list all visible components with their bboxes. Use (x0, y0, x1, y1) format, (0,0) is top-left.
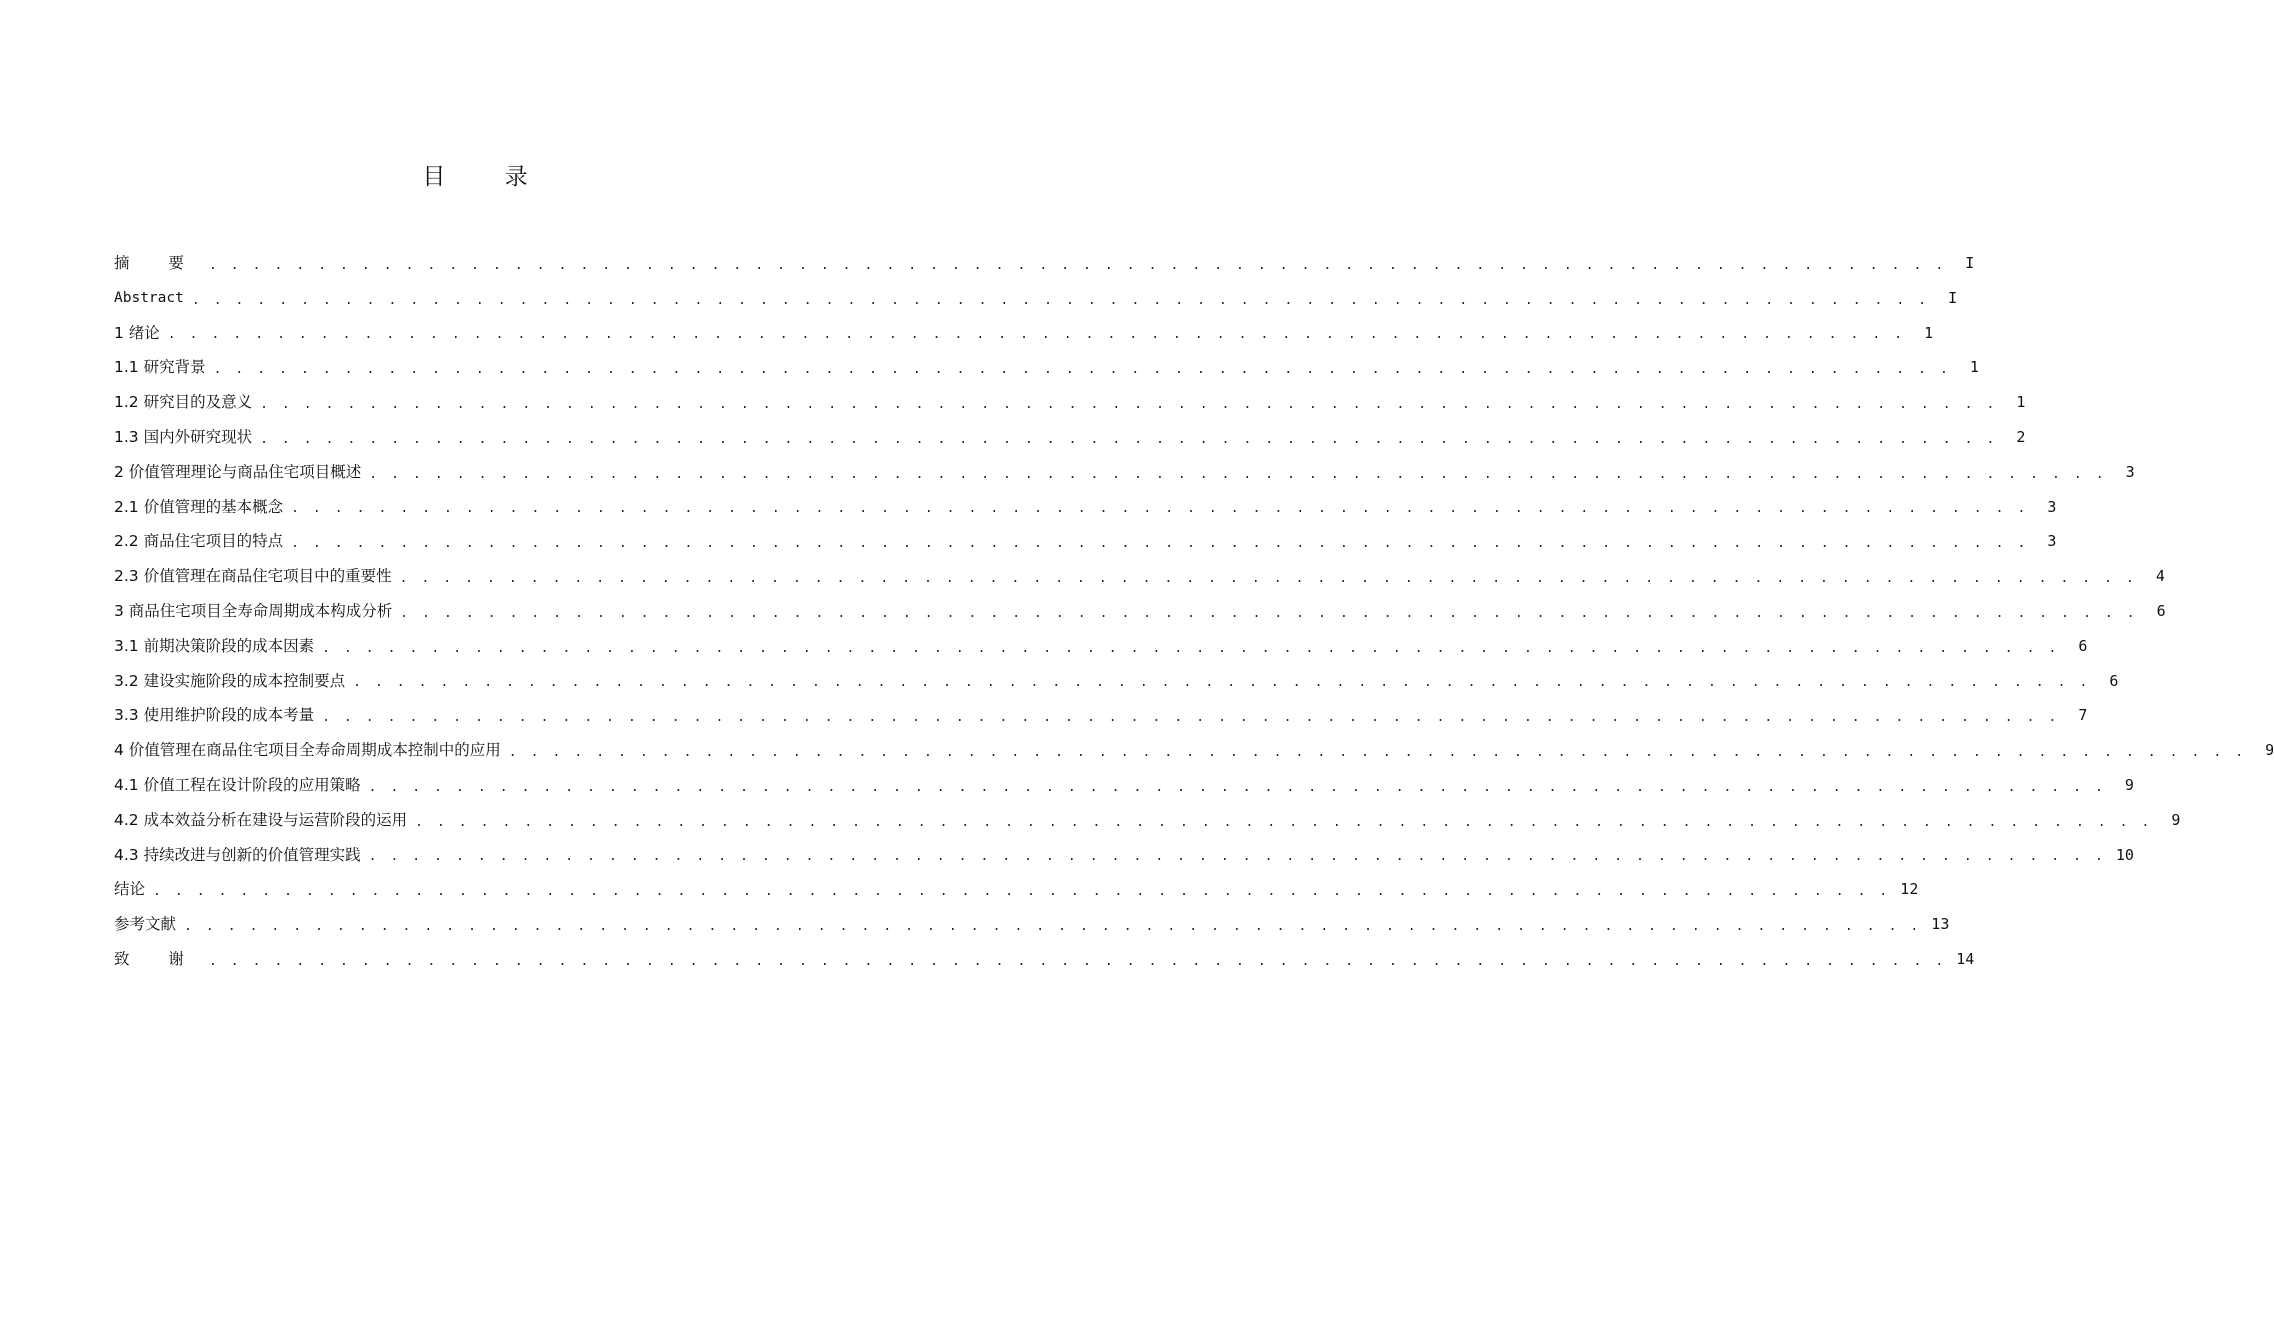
toc-dot-leader: . . . . . . . . . . . . . . . . . . . . . . . . . . . . . . . . . . . . . . . . . . . . . . . . . . . . . . . . . . . . . . . . . . . . . . . . . . . . . . . . (399, 570, 2137, 586)
toc-entry-label: 1.3 国内外研究现状 (114, 427, 253, 446)
toc-entry[interactable] (114, 698, 2088, 733)
toc-dot-leader: . . . . . . . . . . . . . . . . . . . . . . . . . . . . . . . . . . . . . . . . . . . . . . . . . . . . . . . . . . . . . . . . . . . . . . . . . . . . . . . . (153, 884, 1891, 900)
toc-page-number: 6 (2078, 636, 2088, 655)
toc-page-number: 6 (2109, 671, 2119, 690)
toc-entry-label: 1.2 研究目的及意义 (114, 393, 253, 412)
toc-dot-leader: . . . . . . . . . . . . . . . . . . . . . . . . . . . . . . . . . . . . . . . . . . . . . . . . . . . . . . . . . . . . . . . . . . . . . . . . . . . . . . . . (368, 849, 2106, 865)
toc-page-number: 7 (2078, 706, 2088, 725)
toc-entry-label: 3.3 使用维护阶段的成本考量 (114, 706, 315, 725)
toc-page-number: 13 (1931, 915, 1950, 934)
toc-entry[interactable] (114, 246, 1975, 281)
toc-dot-leader: . . . . . . . . . . . . . . . . . . . . . . . . . . . . . . . . . . . . . . . . . . . . . . . . . . . . . . . . . . . . . . . . . . . . . . . . . . . . . . . . (322, 710, 2060, 726)
toc-entry-label: 3 商品住宅项目全寿命周期成本构成分析 (114, 601, 393, 620)
toc-entry[interactable] (114, 559, 2165, 594)
toc-entry-label: 1.1 研究背景 (114, 358, 206, 377)
toc-entry[interactable] (114, 803, 2181, 838)
toc-page-number: 3 (2125, 462, 2135, 481)
toc-dot-leader: . . . . . . . . . . . . . . . . . . . . . . . . . . . . . . . . . . . . . . . . . . . . . . . . . . . . . . . . . . . . . . . . . . . . . . . . . . . . . . . . (368, 779, 2106, 795)
toc-entry-label: 4.3 持续改进与创新的价值管理实践 (114, 845, 361, 864)
toc-dot-leader: . . . . . . . . . . . . . . . . . . . . . . . . . . . . . . . . . . . . . . . . . . . . . . . . . . . . . . . . . . . . . . . . . . . . . . . . . . . . . . . . (213, 362, 1951, 378)
toc-entry[interactable] (114, 664, 2119, 699)
toc-entry[interactable] (114, 350, 1979, 385)
toc-page-number: 1 (1969, 358, 1979, 377)
toc-entry-label: 1 绪论 (114, 323, 160, 342)
toc-page-number: I (1965, 254, 1975, 272)
toc-page-number: 1 (2016, 393, 2026, 412)
toc-dot-leader: . . . . . . . . . . . . . . . . . . . . . . . . . . . . . . . . . . . . . . . . . . . . . . . . . . . . . . . . . . . . . . . . . . . . . . . . . . . . . . . . (260, 396, 1998, 412)
toc-entry[interactable] (114, 907, 1950, 942)
toc-entry-label: 2.3 价值管理在商品住宅项目中的重要性 (114, 567, 392, 586)
toc-entry[interactable] (114, 733, 2274, 768)
toc-entry-label: 3.2 建设实施阶段的成本控制要点 (114, 671, 346, 690)
toc-dot-leader: . . . . . . . . . . . . . . . . . . . . . . . . . . . . . . . . . . . . . . . . . . . . . . . . . . . . . . . . . . . . . . . . . . . . . . . . . . . . . . . . (291, 501, 2029, 517)
toc-page-number: I (1948, 288, 1958, 307)
toc-page-number: 3 (2047, 497, 2057, 516)
toc-entry-label: 2.2 商品住宅项目的特点 (114, 532, 284, 551)
toc-page-number: 12 (1900, 880, 1919, 899)
toc-page-number: 3 (2047, 532, 2057, 551)
toc-page-number: 9 (2124, 775, 2134, 794)
toc-dot-leader: . . . . . . . . . . . . . . . . . . . . . . . . . . . . . . . . . . . . . . . . . . . . . . . . . . . . . . . . . . . . . . . . . . . . . . . . . . . . . . . . (167, 327, 1906, 343)
toc-entry[interactable] (114, 281, 1958, 316)
toc-entry[interactable] (114, 524, 2057, 559)
toc-entry[interactable] (114, 455, 2135, 490)
toc-page-number: 4 (2155, 567, 2165, 586)
toc-entry-label: 4.1 价值工程在设计阶段的应用策略 (114, 775, 361, 794)
toc-entry[interactable] (114, 768, 2134, 803)
toc-entry[interactable] (114, 838, 2134, 873)
toc-dot-leader: . . . . . . . . . . . . . . . . . . . . . . . . . . . . . . . . . . . . . . . . . . . . . . . . . . . . . . . . . . . . . . . . . . . . . . . . . . . . . . . . (260, 431, 1998, 447)
toc-entry-label: Abstract (114, 289, 184, 306)
toc-entry[interactable] (114, 420, 2026, 455)
toc-dot-leader: . . . . . . . . . . . . . . . . . . . . . . . . . . . . . . . . . . . . . . . . . . . . . . . . . . . . . . . . . . . . . . . . . . . . . . . . . . . . . . . . (415, 814, 2153, 830)
toc-dot-leader: . . . . . . . . . . . . . . . . . . . . . . . . . . . . . . . . . . . . . . . . . . . . . . . . . . . . . . . . . . . . . . . . . . . . . . . . . . . . . . . . (208, 953, 1947, 969)
toc-entry-label: 2 价值管理理论与商品住宅项目概述 (114, 462, 362, 481)
toc-page-number: 2 (2016, 427, 2026, 446)
toc-entry[interactable] (114, 872, 1919, 907)
toc-entry-label: 2.1 价值管理的基本概念 (114, 497, 284, 516)
toc-page-number: 9 (2265, 741, 2274, 760)
table-of-contents (114, 246, 2274, 977)
toc-dot-leader: . . . . . . . . . . . . . . . . . . . . . . . . . . . . . . . . . . . . . . . . . . . . . . . . . . . . . . . . . . . . . . . . . . . . . . . . . . . . . . . . (208, 257, 1947, 273)
toc-entry[interactable] (114, 942, 1975, 977)
toc-dot-leader: . . . . . . . . . . . . . . . . . . . . . . . . . . . . . . . . . . . . . . . . . . . . . . . . . . . . . . . . . . . . . . . . . . . . . . . . . . . . . . . . (184, 918, 1922, 934)
toc-dot-leader: . . . . . . . . . . . . . . . . . . . . . . . . . . . . . . . . . . . . . . . . . . . . . . . . . . . . . . . . . . . . . . . . . . . . . . . . . . . . . . . . (322, 640, 2060, 656)
toc-entry-label: 摘 要 (114, 254, 201, 272)
toc-entry[interactable] (114, 385, 2026, 420)
toc-page-number: 14 (1956, 949, 1975, 968)
toc-entry-label: 4 价值管理在商品住宅项目全寿命周期成本控制中的应用 (114, 741, 501, 760)
toc-page-number: 1 (1924, 323, 1934, 342)
toc-entry-label: 致 谢 (114, 949, 201, 968)
toc-dot-leader: . . . . . . . . . . . . . . . . . . . . . . . . . . . . . . . . . . . . . . . . . . . . . . . . . . . . . . . . . . . . . . . . . . . . . . . . . . . . . . . . (291, 536, 2029, 552)
toc-page-number: 6 (2156, 601, 2166, 620)
toc-page-number: 10 (2115, 845, 2134, 864)
page-title: 目 录 (422, 164, 554, 190)
toc-page-number: 9 (2171, 810, 2181, 829)
toc-entry[interactable] (114, 594, 2166, 629)
toc-entry-label: 4.2 成本效益分析在建设与运营阶段的运用 (114, 810, 408, 829)
toc-entry-label: 3.1 前期决策阶段的成本因素 (114, 636, 315, 655)
toc-dot-leader: . . . . . . . . . . . . . . . . . . . . . . . . . . . . . . . . . . . . . . . . . . . . . . . . . . . . . . . . . . . . . . . . . . . . . . . . . . . . . . . . (191, 292, 1930, 308)
toc-dot-leader: . . . . . . . . . . . . . . . . . . . . . . . . . . . . . . . . . . . . . . . . . . . . . . . . . . . . . . . . . . . . . . . . . . . . . . . . . . . . . . . . (400, 605, 2138, 621)
toc-entry[interactable] (114, 629, 2088, 664)
toc-dot-leader: . . . . . . . . . . . . . . . . . . . . . . . . . . . . . . . . . . . . . . . . . . . . . . . . . . . . . . . . . . . . . . . . . . . . . . . . . . . . . . . . (369, 466, 2107, 482)
toc-entry[interactable] (114, 490, 2057, 525)
toc-dot-leader: . . . . . . . . . . . . . . . . . . . . . . . . . . . . . . . . . . . . . . . . . . . . . . . . . . . . . . . . . . . . . . . . . . . . . . . . . . . . . . . . (353, 675, 2091, 691)
toc-dot-leader: . . . . . . . . . . . . . . . . . . . . . . . . . . . . . . . . . . . . . . . . . . . . . . . . . . . . . . . . . . . . . . . . . . . . . . . . . . . . . . . . (508, 744, 2247, 760)
toc-entry[interactable] (114, 316, 1934, 351)
toc-entry-label: 结论 (114, 880, 146, 899)
toc-entry-label: 参考文献 (114, 915, 177, 934)
